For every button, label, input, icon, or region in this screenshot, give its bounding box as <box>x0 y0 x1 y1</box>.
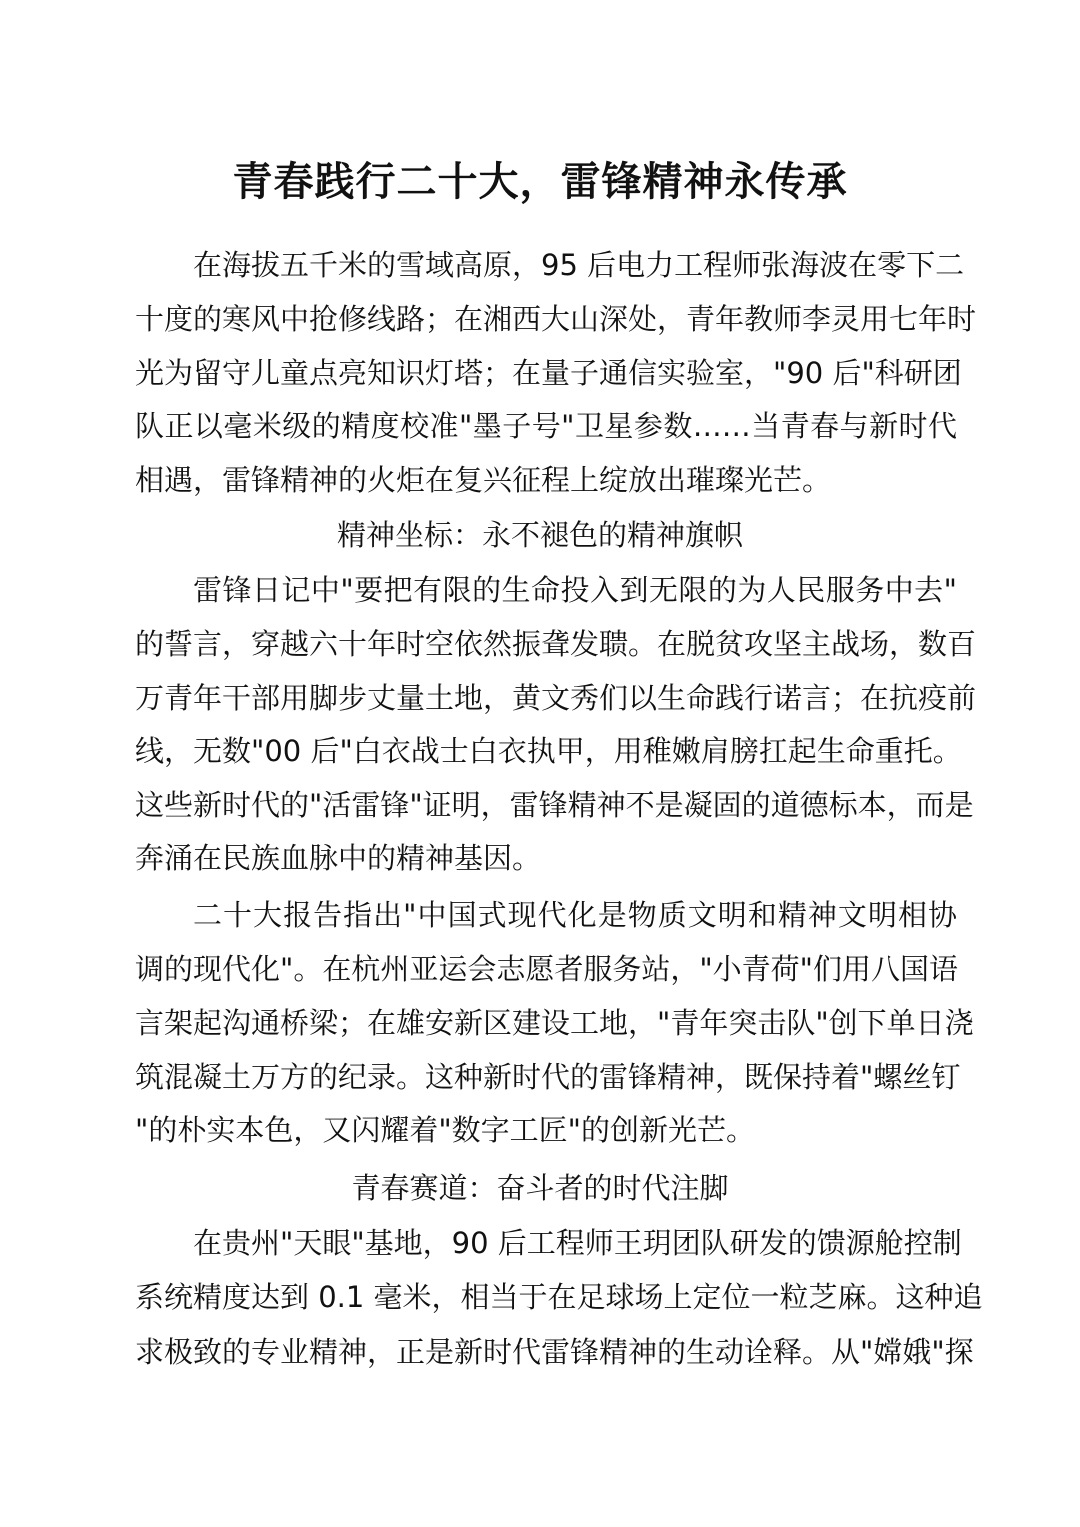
paragraph-line: 系统精度达到 0.1 毫米，相当于在足球场上定位一粒芝麻。这种追 <box>135 1280 983 1314</box>
paragraph-line: 十度的寒风中抢修线路；在湘西大山深处，青年教师李灵用七年时 <box>135 302 977 336</box>
paragraph-line: 调的现代化"。在杭州亚运会志愿者服务站，"小青荷"们用八国语 <box>135 952 959 986</box>
paragraph-line: 言架起沟通桥梁；在雄安新区建设工地，"青年突击队"创下单日浇 <box>135 1006 974 1040</box>
section-heading-youth-track: 青春赛道：奋斗者的时代注脚 <box>351 1171 729 1205</box>
paragraph-line: 在贵州"天眼"基地，90 后工程师王玥团队研发的馈源舱控制 <box>193 1226 962 1260</box>
paragraph-line: 奔涌在民族血脉中的精神基因。 <box>135 841 542 875</box>
paragraph-line: 光为留守儿童点亮知识灯塔；在量子通信实验室，"90 后"科研团 <box>135 356 962 390</box>
paragraph-line: 的誓言，穿越六十年时空依然振聋发聩。在脱贫攻坚主战场，数百 <box>135 627 977 661</box>
paragraph-line: 二十大报告指出"中国式现代化是物质文明和精神文明相协 <box>193 898 957 932</box>
paragraph-line: 队正以毫米级的精度校准"墨子号"卫星参数……当青春与新时代 <box>135 409 957 443</box>
article-title: 青春践行二十大，雷锋精神永传承 <box>232 158 848 205</box>
paragraph-line: 在海拔五千米的雪域高原，95 后电力工程师张海波在零下二 <box>193 248 965 282</box>
section-heading-spirit-coordinate: 精神坐标：永不褪色的精神旗帜 <box>336 518 743 552</box>
paragraph-line: 线，无数"00 后"白衣战士白衣执甲，用稚嫩肩膀扛起生命重托。 <box>135 734 962 768</box>
paragraph-line: 相遇，雷锋精神的火炬在复兴征程上绽放出璀璨光芒。 <box>135 463 832 497</box>
paragraph-line: 筑混凝土万方的纪录。这种新时代的雷锋精神，既保持着"螺丝钉 <box>135 1060 961 1094</box>
paragraph-line: "的朴实本色，又闪耀着"数字工匠"的创新光芒。 <box>135 1113 756 1147</box>
paragraph-line: 雷锋日记中"要把有限的生命投入到无限的为人民服务中去" <box>193 573 957 607</box>
paragraph-line: 万青年干部用脚步丈量土地，黄文秀们以生命践行诺言；在抗疫前 <box>135 681 977 715</box>
paragraph-line: 这些新时代的"活雷锋"证明，雷锋精神不是凝固的道德标本，而是 <box>135 788 974 822</box>
paragraph-line: 求极致的专业精神，正是新时代雷锋精神的生动诠释。从"嫦娥"探 <box>135 1335 974 1369</box>
